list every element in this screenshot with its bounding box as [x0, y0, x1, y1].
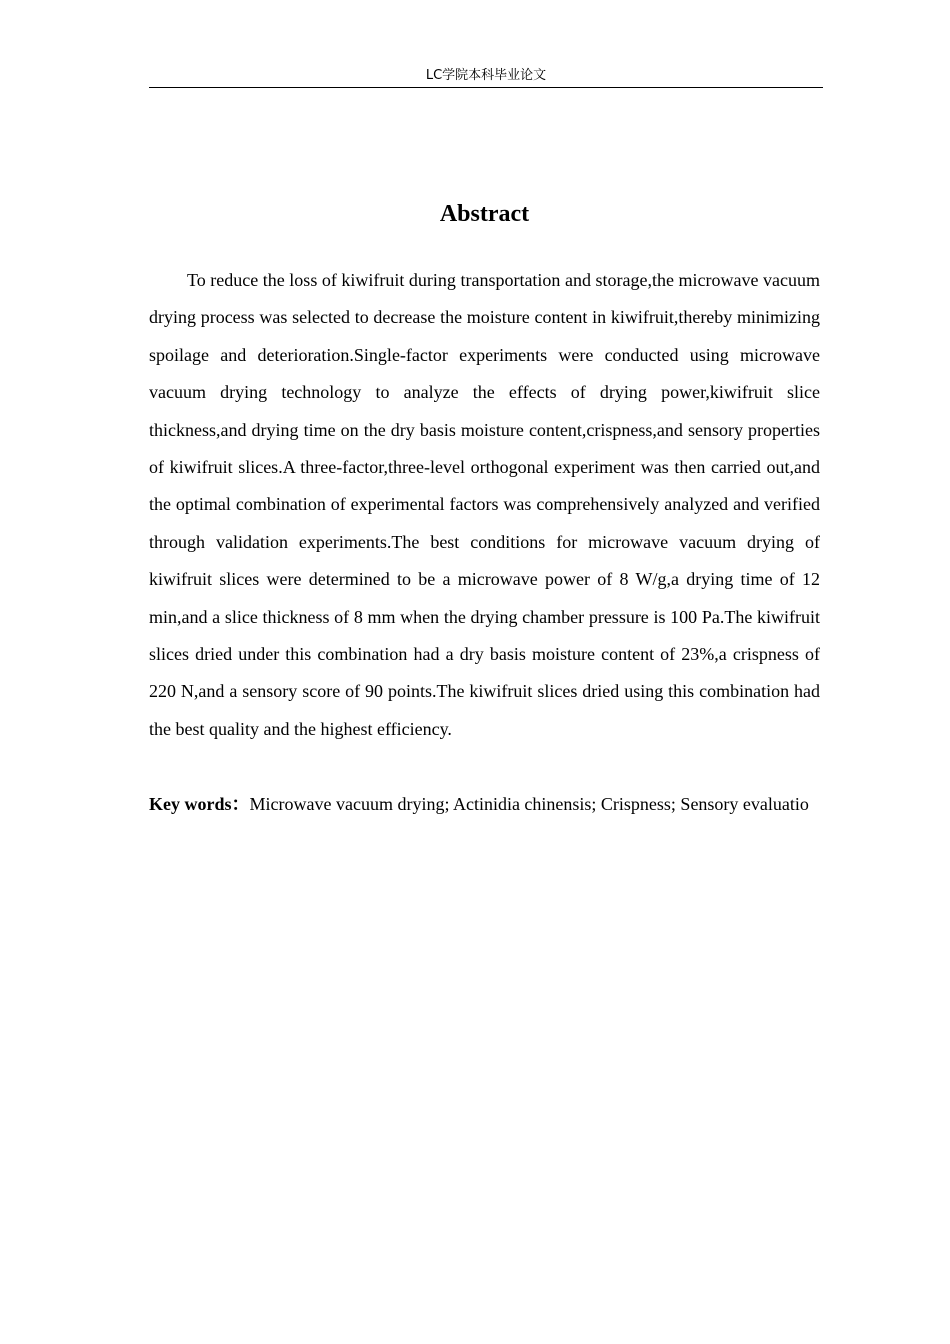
header-text: LC学院本科毕业论文 — [425, 68, 547, 83]
keywords-paragraph — [149, 786, 820, 823]
keywords-label: Key words： — [149, 794, 250, 814]
page-header — [149, 64, 823, 88]
abstract-body: To reduce the loss of kiwifruit during transportation and storage,the microwave vacuum drying process was selected to decrease the moisture content in kiwifruit,thereby minimizing spoilage and deterioration.Single-factor experiments were conducted using microwave vacuum drying technology to analyze the effects of drying power,kiwifruit slice thickness,and drying time on the dry basis moisture content,crispness,and sensory properties of kiwifruit slices.A three-factor,three-level orthogonal experiment was then carried out,and the optimal combination of experimental factors was comprehensively analyzed and verified through validation experiments.The best conditions for microwave vacuum drying of kiwifruit slices were determined to be a microwave power of 8 W/g,a drying time of 12 min,and a slice thickness of 8 mm when the drying chamber pressure is 100 Pa.The kiwifruit slices dried under this combination had a dry basis moisture content of 23%,a crispness of 220 N,and a sensory score of 90 points.The kiwifruit slices dried using this combination had the best quality and the highest efficiency. — [149, 270, 820, 739]
abstract-title: Abstract — [439, 201, 530, 227]
keywords-text: Microwave vacuum drying; Actinidia chinensis; Crispness; Sensory evaluatio — [249, 794, 809, 814]
